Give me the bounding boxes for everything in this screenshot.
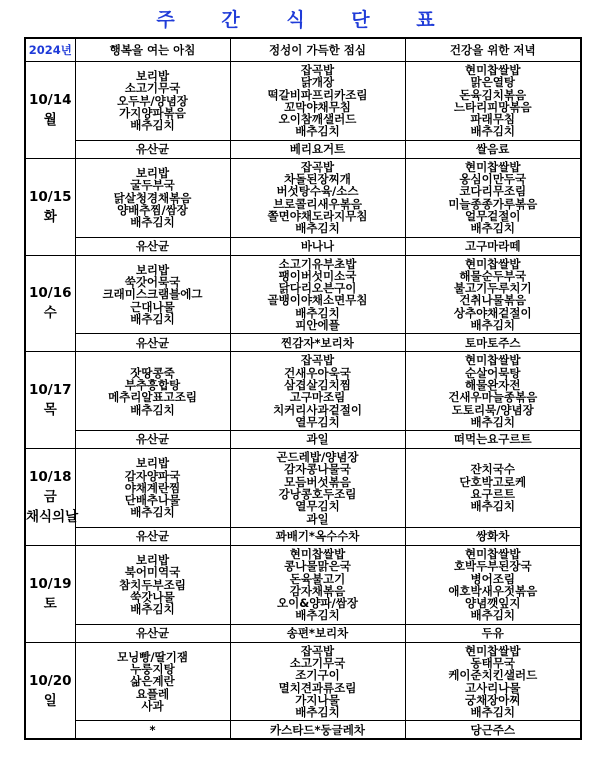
menu-item: 배추김치 bbox=[470, 124, 515, 139]
snack-item: 유산균 bbox=[75, 140, 230, 158]
date-label: 10/17 bbox=[28, 382, 72, 399]
menu-item: 해물완자전 bbox=[464, 377, 521, 392]
menu-item: 현미찹쌀밥 bbox=[464, 643, 521, 658]
menu-item: 치커리사과겉절이 bbox=[273, 402, 362, 417]
menu-item: 감자양파국 bbox=[124, 468, 181, 483]
menu-item: 보리밥 bbox=[135, 262, 170, 277]
menu-item: 메추리알표고조림 bbox=[108, 390, 197, 405]
menu-item: 곤드레밥/양념장 bbox=[276, 450, 359, 465]
menu-item: 미늘종종가루볶음 bbox=[448, 196, 538, 211]
menu-item: 열무김치 bbox=[295, 499, 340, 514]
snack-row bbox=[25, 140, 581, 158]
menu-item: 과일 bbox=[306, 511, 329, 526]
snack-item: 찐감자*보리차 bbox=[230, 334, 405, 352]
menu-item: 굴두부국 bbox=[130, 178, 175, 193]
day-cell bbox=[25, 255, 75, 352]
weekday-label: 금 bbox=[43, 489, 57, 506]
menu-item: 옹심이만두국 bbox=[459, 172, 527, 187]
menu-item: 배추김치 bbox=[295, 705, 340, 720]
menu-item: 콩나물맑은국 bbox=[284, 559, 351, 574]
menu-item: 버섯탕수육/소스 bbox=[276, 184, 359, 199]
menu-item: 요구르트 bbox=[470, 487, 515, 502]
menu-item: 부추흥합탕 bbox=[124, 377, 181, 392]
snack-item: 베리요거트 bbox=[230, 140, 405, 158]
menu-item: 모닝빵/딸기잼 bbox=[117, 649, 188, 664]
menu-item: 돈육불고기 bbox=[289, 571, 346, 586]
menu-item: 느타리피망볶음 bbox=[453, 99, 532, 114]
menu-item: 순살어묵탕 bbox=[464, 365, 521, 380]
menu-item: 건새우마늘종볶음 bbox=[448, 390, 538, 405]
day-cell bbox=[25, 352, 75, 449]
snack-item: 떠먹는요구르트 bbox=[405, 431, 581, 449]
menu-item: 궁채장아찌 bbox=[464, 692, 521, 707]
menu-item: 멸치견과류조림 bbox=[278, 680, 357, 695]
menu-item: 호박두부된장국 bbox=[453, 559, 532, 574]
date-label: 10/15 bbox=[28, 188, 72, 205]
snack-item: 유산균 bbox=[75, 334, 230, 352]
day-row bbox=[25, 255, 581, 334]
menu-item: 꼬막야채무침 bbox=[284, 99, 351, 114]
snack-item: 과일 bbox=[230, 431, 405, 449]
breakfast-menu bbox=[75, 545, 230, 624]
breakfast-menu bbox=[75, 642, 230, 721]
menu-item: 잡곡밥 bbox=[300, 643, 335, 658]
menu-item: 배추김치 bbox=[470, 499, 515, 514]
menu-item: 참치두부조림 bbox=[119, 577, 186, 592]
menu-item: 애호박새우젓볶음 bbox=[448, 583, 538, 598]
menu-item: 오이참깨샐러드 bbox=[278, 112, 357, 127]
day-row bbox=[25, 158, 581, 237]
menu-item: 북어미역국 bbox=[124, 565, 181, 580]
day-row bbox=[25, 352, 581, 431]
menu-item: 감자채볶음 bbox=[289, 583, 346, 598]
menu-item: 돈육김치볶음 bbox=[459, 87, 527, 102]
menu-item: 단배추나물 bbox=[124, 493, 181, 508]
menu-item: 현미찹쌀밥 bbox=[464, 256, 521, 271]
menu-item: 보리밥 bbox=[135, 553, 170, 568]
snack-row bbox=[25, 334, 581, 352]
menu-item: 코다리무조림 bbox=[459, 184, 527, 199]
menu-item: 모듬버섯볶음 bbox=[284, 474, 351, 489]
dinner-menu bbox=[405, 158, 581, 237]
day-cell bbox=[25, 449, 79, 546]
menu-item: 동태무국 bbox=[470, 655, 515, 670]
menu-item: 삶은계란 bbox=[130, 674, 175, 689]
lunch-menu bbox=[230, 62, 405, 141]
menu-item: 배추김치 bbox=[130, 602, 175, 617]
menu-item: 삼겹살김치찜 bbox=[284, 377, 351, 392]
menu-item: 불고기두루치기 bbox=[453, 281, 532, 296]
breakfast-menu bbox=[75, 62, 230, 141]
breakfast-menu bbox=[75, 255, 230, 334]
snack-item: 유산균 bbox=[75, 527, 230, 545]
weekday-label: 목 bbox=[43, 402, 57, 419]
menu-item: 케이준치킨샐러드 bbox=[448, 668, 538, 683]
menu-item: 배추김치 bbox=[130, 505, 175, 520]
menu-item: 보리밥 bbox=[135, 456, 170, 471]
menu-item: 병어조림 bbox=[470, 571, 515, 586]
menu-item: 배추김치 bbox=[470, 414, 515, 429]
menu-item: 쫄면야채도라지무침 bbox=[267, 208, 368, 223]
date-label: 10/18 bbox=[28, 469, 72, 486]
lunch-menu bbox=[230, 158, 405, 237]
weekly-menu-table bbox=[24, 37, 582, 740]
menu-item: 쑥갓나물 bbox=[130, 589, 175, 604]
dinner-header: 건강을 위한 저녁 bbox=[405, 38, 581, 62]
lunch-menu bbox=[230, 449, 405, 528]
snack-item: 바나나 bbox=[230, 237, 405, 255]
dinner-menu bbox=[405, 642, 581, 721]
menu-item: 배추김치 bbox=[130, 215, 175, 230]
date-label: 10/19 bbox=[28, 575, 72, 592]
menu-item: 배추김치 bbox=[470, 318, 515, 333]
menu-item: 배추김치 bbox=[295, 305, 340, 320]
menu-item: 양배추찜/쌈장 bbox=[117, 202, 188, 217]
menu-item: 오두부/양념장 bbox=[117, 93, 188, 108]
lunch-menu bbox=[230, 545, 405, 624]
snack-item: 송편*보리차 bbox=[230, 624, 405, 642]
day-row bbox=[25, 449, 581, 528]
menu-item: 골뱅이야채소면무침 bbox=[267, 293, 368, 308]
menu-item: 소고기무국 bbox=[124, 81, 181, 96]
menu-item: 배추김치 bbox=[470, 221, 515, 236]
menu-item: 요플레 bbox=[135, 686, 170, 701]
snack-row bbox=[25, 721, 581, 740]
menu-item: 보리밥 bbox=[135, 165, 170, 180]
weekday-label: 화 bbox=[43, 208, 57, 225]
menu-item: 파래무침 bbox=[470, 112, 515, 127]
snack-item: 고구마라떼 bbox=[405, 237, 581, 255]
day-cell bbox=[25, 545, 75, 642]
menu-item: 열무김치 bbox=[295, 414, 340, 429]
weekday-label: 수 bbox=[43, 305, 57, 322]
menu-item: 배추김치 bbox=[470, 608, 515, 623]
day-note: 채식의날 bbox=[26, 509, 79, 526]
page-title: 주 간 식 단 표 bbox=[156, 8, 455, 31]
menu-item: 잡곡밥 bbox=[300, 159, 335, 174]
menu-item: 배추김치 bbox=[130, 311, 175, 326]
date-label: 10/14 bbox=[28, 91, 72, 108]
menu-item: 누룽지탕 bbox=[130, 662, 175, 677]
day-row bbox=[25, 62, 581, 141]
lunch-header: 정성이 가득한 점심 bbox=[230, 38, 405, 62]
menu-item: 배추김치 bbox=[130, 118, 175, 133]
breakfast-menu bbox=[75, 352, 230, 431]
snack-item: 토마토주스 bbox=[405, 334, 581, 352]
menu-item: 소고기유부초밥 bbox=[278, 256, 357, 271]
breakfast-menu bbox=[75, 449, 230, 528]
snack-item: 유산균 bbox=[75, 237, 230, 255]
menu-item: 가지양파볶음 bbox=[119, 106, 186, 121]
dinner-menu bbox=[405, 255, 581, 334]
menu-item: 배추김치 bbox=[295, 608, 340, 623]
menu-item: 고사리나물 bbox=[464, 680, 521, 695]
menu-title-bar bbox=[0, 0, 591, 36]
menu-item: 보리밥 bbox=[135, 69, 170, 84]
menu-item: 가지나물 bbox=[295, 692, 340, 707]
year-header: 2024년 bbox=[25, 38, 75, 62]
breakfast-header: 행복을 여는 아침 bbox=[75, 38, 230, 62]
menu-item: 잣땅콩죽 bbox=[130, 365, 175, 380]
menu-item: 닭다리오븐구이 bbox=[278, 281, 357, 296]
day-cell bbox=[25, 158, 75, 255]
menu-item: 떡갈비파프리카조림 bbox=[267, 87, 368, 102]
snack-item: 유산균 bbox=[75, 431, 230, 449]
snack-row bbox=[25, 624, 581, 642]
lunch-menu bbox=[230, 352, 405, 431]
menu-item: 쑥갓어묵국 bbox=[124, 275, 181, 289]
menu-item: 야채계란찜 bbox=[124, 480, 181, 495]
day-cell bbox=[25, 642, 75, 739]
menu-item: 잡곡밥 bbox=[300, 353, 335, 368]
header-row bbox=[25, 38, 581, 62]
menu-item: 배추김치 bbox=[130, 402, 175, 417]
menu-item: 얼무겉절이 bbox=[464, 208, 521, 223]
lunch-menu bbox=[230, 255, 405, 334]
snack-item: 쌀음료 bbox=[405, 140, 581, 158]
day-cell bbox=[25, 62, 75, 159]
menu-item: 크래미스크램블에그 bbox=[102, 287, 203, 302]
menu-item: 감자콩나물국 bbox=[284, 462, 351, 477]
menu-item: 건취나물볶음 bbox=[459, 293, 527, 308]
weekday-label: 토 bbox=[43, 595, 57, 612]
lunch-menu bbox=[230, 642, 405, 721]
menu-item: 강낭콩호두조림 bbox=[278, 487, 357, 502]
day-row bbox=[25, 545, 581, 624]
breakfast-menu bbox=[75, 158, 230, 237]
menu-item: 현미찹쌀밥 bbox=[464, 159, 521, 174]
menu-item: 맑은열탕 bbox=[470, 75, 515, 90]
menu-item: 배추김치 bbox=[295, 124, 340, 139]
snack-item: 당근주스 bbox=[405, 721, 581, 740]
dinner-menu bbox=[405, 449, 581, 528]
menu-item: 현미찹쌀밥 bbox=[464, 63, 521, 77]
menu-item: 닭개장 bbox=[300, 75, 335, 90]
menu-item: 도토리묵/양념장 bbox=[451, 402, 534, 417]
menu-item: 고구마조림 bbox=[289, 390, 346, 405]
menu-item: 배추김치 bbox=[295, 221, 340, 236]
dinner-menu bbox=[405, 62, 581, 141]
menu-item: 소고기무국 bbox=[289, 655, 346, 670]
date-label: 10/16 bbox=[28, 285, 72, 302]
dinner-menu bbox=[405, 545, 581, 624]
menu-item: 근대나물 bbox=[130, 299, 175, 314]
menu-item: 현미찹쌀밥 bbox=[289, 546, 346, 561]
menu-item: 피안에플 bbox=[295, 318, 340, 333]
snack-row bbox=[25, 431, 581, 449]
menu-item: 건새우아욱국 bbox=[284, 365, 351, 380]
menu-item: 상추야채겉절이 bbox=[453, 305, 532, 320]
snack-item: 꽈배기*옥수수차 bbox=[230, 527, 405, 545]
menu-item: 브로콜리새우볶음 bbox=[273, 196, 362, 211]
menu-body bbox=[25, 62, 581, 740]
menu-item: 팽이버섯미소국 bbox=[278, 268, 357, 283]
menu-item: 현미찹쌀밥 bbox=[464, 353, 521, 368]
snack-item: 두유 bbox=[405, 624, 581, 642]
menu-item: 잔치국수 bbox=[470, 462, 515, 477]
menu-item: 잡곡밥 bbox=[300, 63, 335, 77]
menu-item: 해물순두부국 bbox=[459, 268, 527, 283]
snack-row bbox=[25, 527, 581, 545]
day-row bbox=[25, 642, 581, 721]
snack-row bbox=[25, 237, 581, 255]
menu-item: 배추김치 bbox=[470, 705, 515, 720]
menu-item: 현미찹쌀밥 bbox=[464, 546, 521, 561]
snack-item: * bbox=[75, 721, 230, 740]
date-label: 10/20 bbox=[28, 672, 72, 689]
menu-item: 차돌된장찌개 bbox=[284, 172, 351, 187]
dinner-menu bbox=[405, 352, 581, 431]
weekday-label: 일 bbox=[43, 692, 57, 709]
menu-item: 사과 bbox=[141, 699, 164, 714]
snack-item: 유산균 bbox=[75, 624, 230, 642]
snack-item: 쌍화차 bbox=[405, 527, 581, 545]
menu-item: 오이&양파/쌈장 bbox=[277, 596, 358, 611]
weekday-label: 월 bbox=[43, 111, 57, 128]
snack-item: 카스타드*둥글레차 bbox=[230, 721, 405, 740]
menu-item: 닭살청경채볶음 bbox=[113, 190, 192, 205]
menu-item: 양념깻잎지 bbox=[464, 596, 521, 611]
menu-item: 단호박고로케 bbox=[459, 474, 527, 489]
menu-item: 조기구이 bbox=[295, 668, 340, 683]
